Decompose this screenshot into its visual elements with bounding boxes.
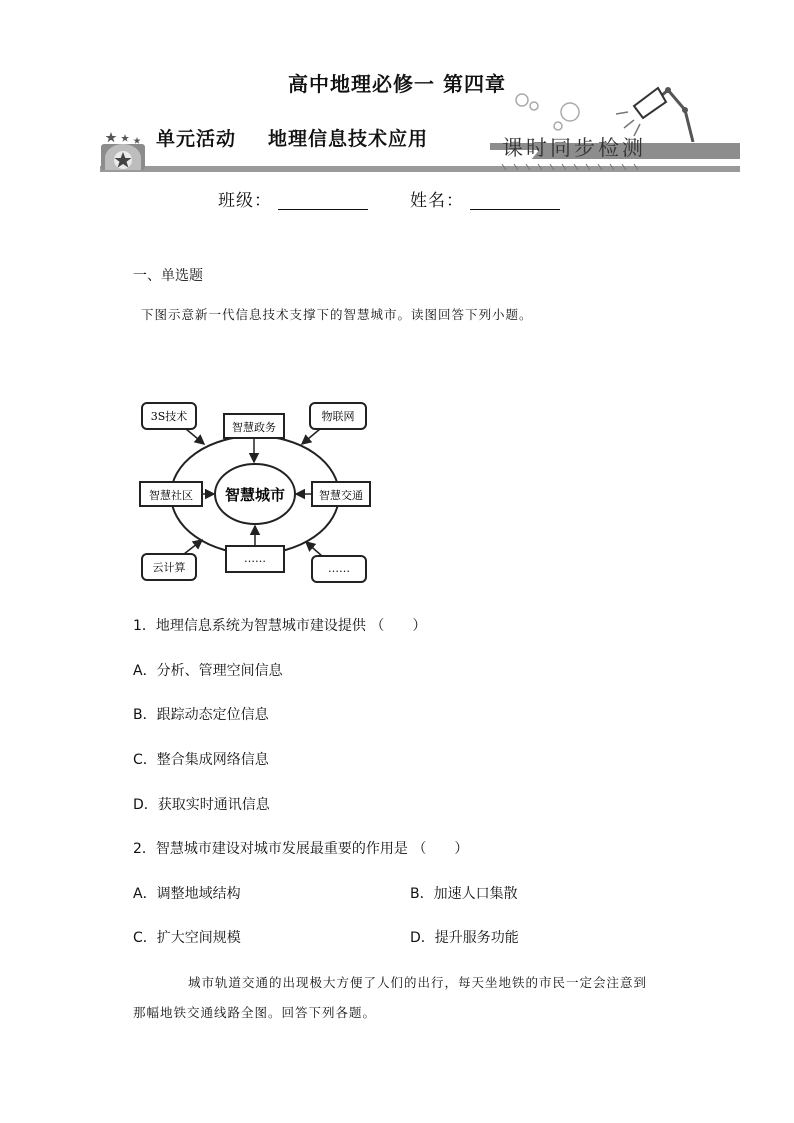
node-gov-label: 智慧政务 xyxy=(232,421,276,434)
name-field xyxy=(410,186,560,211)
question-1-option-a[interactable]: A．分析、管理空间信息 xyxy=(133,663,283,679)
unit-topic: 地理信息技术应用 xyxy=(268,128,429,150)
smart-city-diagram xyxy=(130,394,380,590)
document-title: 高中地理必修一 第四章 xyxy=(288,72,506,96)
intro-text-1: 下图示意新一代信息技术支撑下的智慧城市。读图回答下列小题。 xyxy=(141,307,533,322)
source-more-label: …… xyxy=(328,562,350,575)
name-label: 姓名： xyxy=(410,191,464,211)
ruler-ticks xyxy=(492,162,692,172)
question-2-option-a[interactable]: A．调整地域结构 xyxy=(133,886,241,902)
question-2-stem: 2．智慧城市建设对城市发展最重要的作用是 （ ） xyxy=(133,841,469,857)
unit-label: 单元活动 xyxy=(156,128,237,150)
question-2-option-b[interactable]: B．加速人口集散 xyxy=(410,886,518,902)
class-blank[interactable] xyxy=(278,191,368,210)
question-2-option-c[interactable]: C．扩大空间规模 xyxy=(133,930,241,946)
source-3s-label: 3S技术 xyxy=(150,410,188,423)
question-2-option-d[interactable]: D．提升服务功能 xyxy=(410,930,519,946)
question-1-option-c[interactable]: C．整合集成网络信息 xyxy=(133,752,269,768)
intro-text-2-line-2: 那幅地铁交通线路全图。回答下列各题。 xyxy=(133,1005,377,1020)
section-title: 一、单选题 xyxy=(133,268,203,284)
unit-heading xyxy=(156,124,428,151)
center-label: 智慧城市 xyxy=(224,486,286,504)
class-label: 班级： xyxy=(218,191,272,211)
question-1-stem: 1．地理信息系统为智慧城市建设提供 （ ） xyxy=(133,618,427,634)
source-iot-label: 物联网 xyxy=(321,410,355,423)
class-field xyxy=(218,186,368,211)
node-community-label: 智慧社区 xyxy=(149,489,193,502)
node-traffic-label: 智慧交通 xyxy=(319,489,363,502)
node-more-label: …… xyxy=(244,552,266,565)
source-cloud-label: 云计算 xyxy=(152,561,186,574)
course-tag: 课时同步检测 xyxy=(502,136,646,160)
question-1-option-d[interactable]: D．获取实时通讯信息 xyxy=(133,797,270,813)
question-1-option-b[interactable]: B．跟踪动态定位信息 xyxy=(133,707,269,723)
name-blank[interactable] xyxy=(470,191,560,210)
star-badge-icon xyxy=(101,132,145,170)
intro-text-2-line-1: 城市轨道交通的出现极大方便了人们的出行，每天坐地铁的市民一定会注意到 xyxy=(188,975,648,990)
